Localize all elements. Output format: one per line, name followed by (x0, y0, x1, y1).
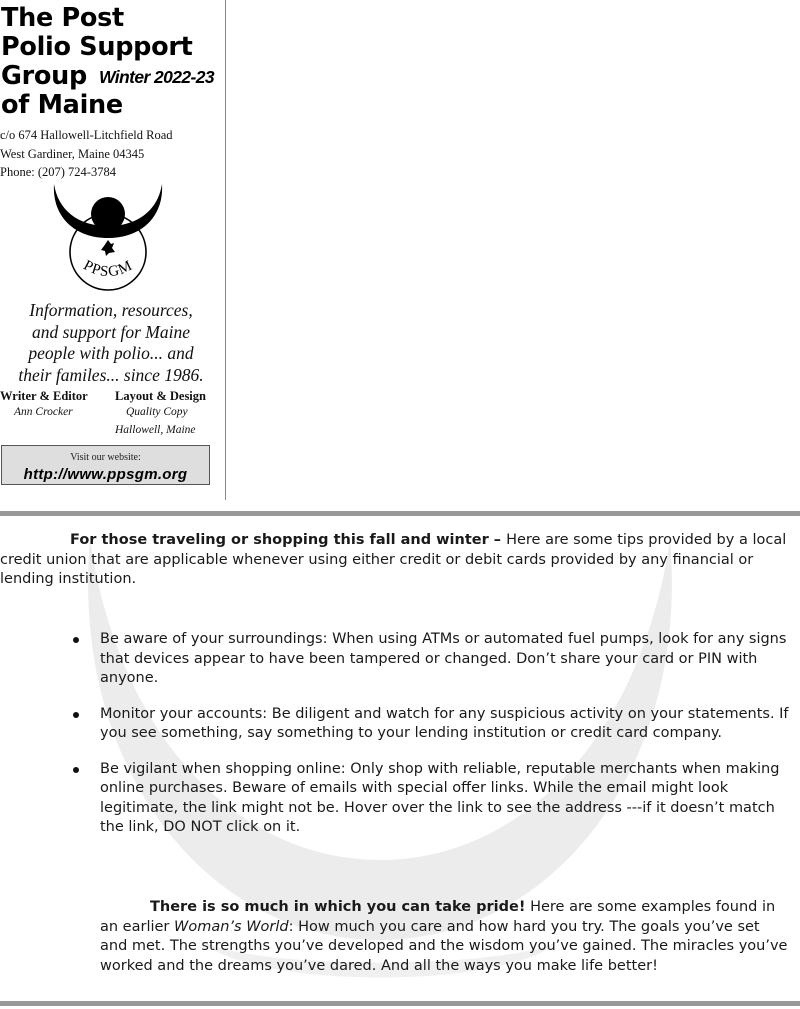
pride-lead: There is so much in which you can take pride! (150, 899, 526, 915)
pride-text-1: Here are some examples found in an earlier (100, 899, 776, 935)
mission-line-1: Information, resources, (29, 300, 193, 320)
mission-statement (0, 300, 222, 386)
bottom-divider (0, 1001, 800, 1006)
masthead (0, 0, 226, 500)
list-item (100, 630, 790, 689)
ppsgm-logo (48, 180, 172, 292)
website-link[interactable]: http://www.ppsgm.org (23, 466, 188, 483)
logo-text: PPSGM (80, 257, 136, 281)
bullet-icon (73, 767, 79, 773)
address-line-1: c/o 674 Hallowell-Litchfield Road (0, 128, 173, 142)
tip-text: Be aware of your surroundings: When using ATMs or automated fuel pumps, look for any signs that devices appear to have been tampered or changed. Don’t share your card or PIN with anyone. (100, 631, 787, 686)
phone-line: Phone: (207) 724-3784 (0, 165, 116, 179)
edition-label: Winter 2022-23 (99, 67, 214, 87)
writer-name: Ann Crocker (14, 406, 73, 418)
writer-heading: Writer & Editor (0, 389, 88, 403)
travel-tips-intro-text: Here are some tips provided by a local credit union that are applicable whenever using either credit or debit cards provided by any financial or lending institution. (0, 532, 787, 587)
tip-text: Be vigilant when shopping online: Only shop with reliable, reputable merchants when making online purchases. Beware of emails with special offer links. While the email might look legitimate, the link might not be. Hover over the link to see the address ---if it doesn’t match the link, DO NOT click on it. (100, 760, 780, 835)
mission-line-4: their familes... since 1986. (18, 364, 204, 385)
top-divider (0, 511, 800, 516)
list-item (100, 705, 790, 744)
travel-tips-lead: For those traveling or shopping this fall and winter – (70, 532, 507, 548)
pride-paragraph (100, 898, 790, 976)
layout-heading: Layout & Design (115, 389, 206, 403)
magazine-title: Woman’s World (174, 918, 289, 935)
bullet-icon (73, 637, 79, 643)
newsletter-title-line-2: Polio Support (1, 32, 193, 62)
bullet-icon (73, 712, 79, 718)
list-item (100, 760, 790, 838)
travel-tips-intro (0, 531, 790, 590)
layout-company: Quality Copy (126, 406, 188, 418)
pride-text-2: : How much you care and how hard you try. The goals you’ve set and met. The strengths you’ve developed and the wisdom you’ve gained. The miracles you’ve worked and the dreams you’ve dared. And all the ways you make life better! (100, 918, 788, 974)
address-line-2: West Gardiner, Maine 04345 (0, 147, 145, 161)
newsletter-title-line-1: The Post (1, 3, 124, 33)
newsletter-title-line-3: Group (1, 61, 87, 91)
mission-line-2: and support for Maine (32, 321, 190, 342)
website-box (1, 445, 210, 485)
layout-location: Hallowell, Maine (115, 424, 196, 436)
card-safety-tips-list (100, 630, 790, 854)
svg-text:PPSGM (81, 258, 136, 281)
newsletter-title-line-4: of Maine (1, 90, 123, 120)
website-label: Visit our website: (70, 452, 141, 463)
tip-text: Monitor your accounts: Be diligent and watch for any suspicious activity on your statements. If you see something, say something to your lending institution or credit card company. (100, 705, 789, 741)
mission-line-3: people with polio... and (28, 343, 194, 363)
